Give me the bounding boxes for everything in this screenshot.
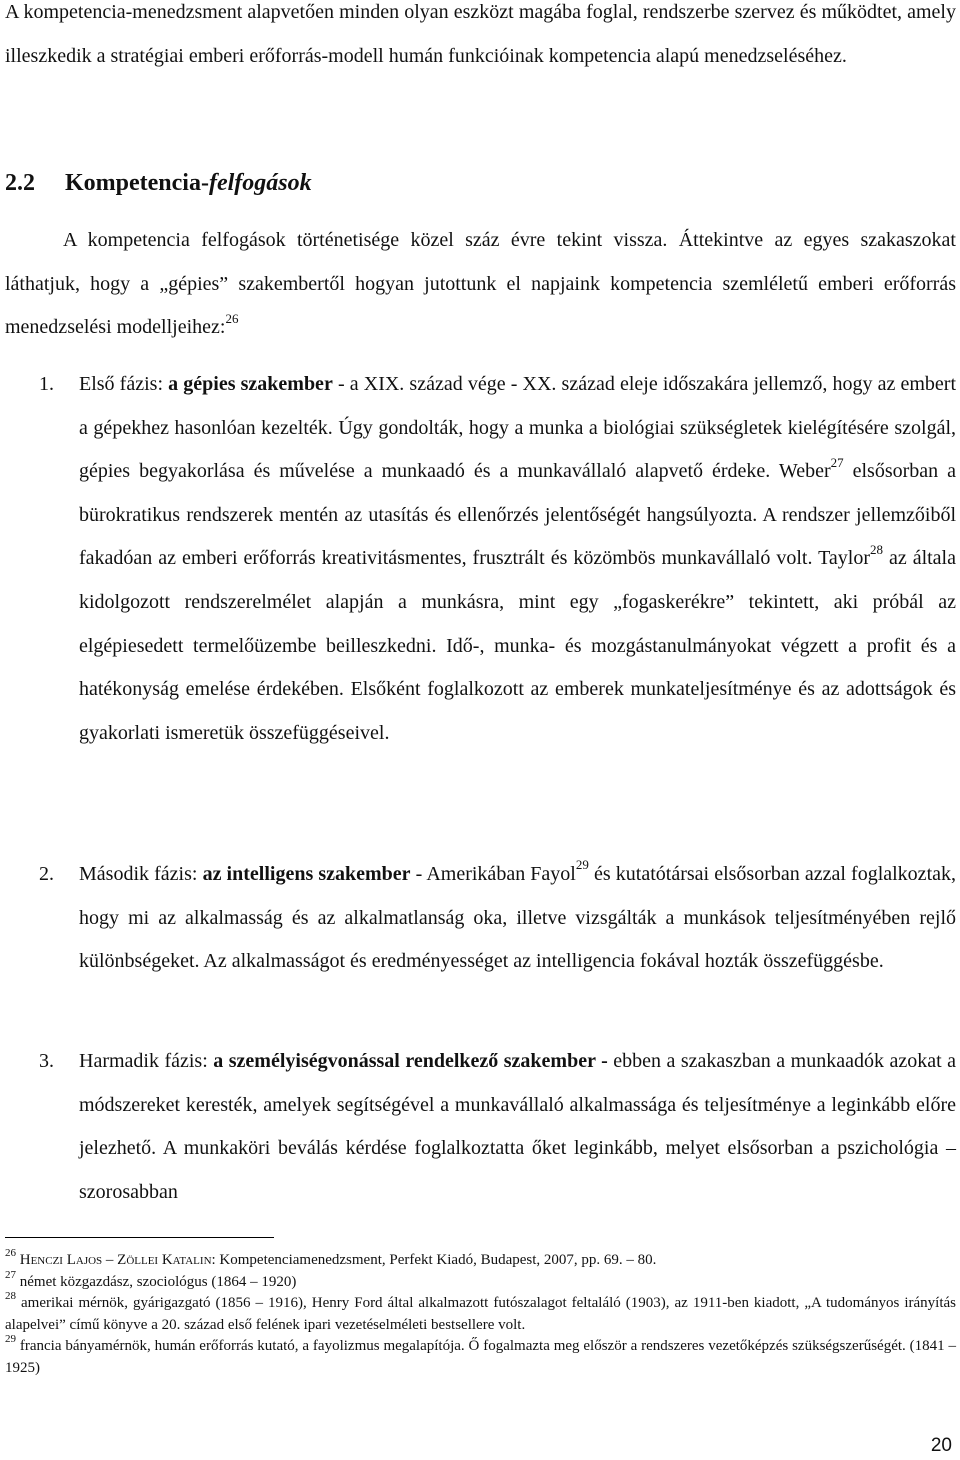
section-number: 2.2 [5, 170, 35, 196]
phase-lead: Harmadik fázis: [79, 1050, 214, 1072]
footnote-text: amerikai mérnök, gyárigazgató (1856 – 1916), Henry Ford által alkalmazott futószalagot feltaláló (1903), az 1911-ben kiadott, „A tudományos irányítás alapelvei” című könyve a 20. század első felének ipari vezetéselméleti bestsellere volt. [5, 1295, 956, 1333]
phase-title: a gépies szakember [168, 373, 333, 395]
phase-text: - Amerikában Fayol [410, 863, 576, 885]
phase-text: - a XIX. század vége - XX. század eleje időszakára jellemző, hogy az embert a gépekhez hasonlóan kezelték. Úgy gondolták, hogy a munka a biológiai szükségletek kielégítésére szolgál, gépies begyakorlása és művelése a munkaadó és a munkavállaló alapvető érdeke. Weber [79, 373, 957, 483]
footnote-ref: 27 [830, 454, 844, 470]
footnote-number: 26 [5, 1247, 16, 1259]
footnote-text: : Kompetenciamenedzsment, Perfekt Kiadó, Budapest, 2007, pp. 69. – 80. [211, 1252, 657, 1268]
footnote-number: 29 [5, 1333, 16, 1345]
phase-title: az intelligens szakember [202, 863, 411, 885]
footnote-text: német közgazdász, szociológus (1864 – 1920) [19, 1273, 297, 1290]
footnote [5, 1268, 956, 1294]
phase-text: ebben a szakaszban a munkaadók azokat a módszereket keresték, amelyek segítségével a munkavállaló alkalmassága és teljesítménye a leginkább előre jelezhető. A munkaköri beválás kérdése foglalkoztatta őket leginkább, melyet elsősorban a pszichológia – szorosabban [79, 1050, 957, 1203]
footnote-number: 27 [5, 1268, 16, 1281]
list-item-phase-2 [39, 853, 956, 984]
list-item-phase-1 [39, 363, 957, 755]
phase-lead: Első fázis: [79, 373, 169, 395]
section-title-plain: Kompetencia- [65, 170, 209, 196]
section-title-italic: felfogások [208, 170, 312, 196]
footnote-ref: 28 [870, 541, 883, 557]
footnotes [5, 1247, 956, 1379]
list-marker: 3. [39, 1050, 54, 1072]
section-heading [5, 163, 312, 203]
footnote-authors: Henczi Lajos – Zöllei Katalin [19, 1252, 212, 1268]
footnote-ref: 29 [575, 857, 589, 873]
list-marker: 2. [39, 863, 54, 885]
phase-lead: Második fázis: [79, 863, 203, 885]
phase-text: elsősorban a bürokratikus rendszerek mentén az utasítás és ellenőrzés jelentőségét hangsúlyozta. A rendszer jellemzőiből fakadóan az emberi erőforrás kreativitásmentes, frusztrált és közömbös munkavállaló volt. Taylor [79, 460, 956, 570]
list-item-phase-3 [39, 1040, 957, 1214]
footnote-number: 28 [5, 1290, 16, 1302]
footnote-text: francia bányamérnök, humán erőforrás kutató, a fayolizmus megalapítója. Ő fogalmazta meg először a rendszeres vezetőképzés szükségszerűségét. (1841 – 1925) [5, 1338, 956, 1376]
footnote [5, 1290, 956, 1336]
footnote [5, 1247, 956, 1272]
history-paragraph [5, 219, 956, 350]
intro-paragraph: A kompetencia-menedzsment alapvetően minden olyan eszközt magába foglal, rendszerbe szervez és működtet, amely illeszkedik a stratégiai emberi erőforrás-modell humán funkcióinak kompetencia alapú menedzseléséhez. [5, 1, 956, 67]
page-number: 20 [930, 1435, 952, 1456]
phase-text: és kutatótársai elsősorban azzal foglalkoztak, hogy mi az alkalmasság és az alkalmatlanság oka, illetve vizsgálták a munkások teljesítményében rejlő különbségeket. Az alkalmasságot és eredményességet az intelligencia fokával hozták összefüggésbe. [79, 863, 956, 973]
footnote-ref: 26 [225, 310, 239, 326]
history-paragraph-text: A kompetencia felfogások történetisége közel száz évre tekint vissza. Áttekintve az egyes szakaszokat láthatjuk, hogy a „gépies” szakembertől hogyan jutottunk el napjaink kompetencia szemléletű emberi erőforrás menedzselési modelljeihez: [5, 229, 956, 339]
list-marker: 1. [39, 373, 54, 395]
footnote [5, 1333, 956, 1379]
phase-title: a személyiségvonással rendelkező szakember - [213, 1050, 608, 1072]
phase-text: az általa kidolgozott rendszerelmélet alapján a munkásra, mint egy „fogaskerékre” tekintett, aki próbál az elgépiesedett termelőüzembe beilleszkedni. Idő-, munka- és mozgástanulmányokat végzett a profit és a hatékonyság emelése érdekében. Elsőként foglalkozott az emberek munkateljesítménye és az adottságok és gyakorlati ismeretük összefüggéseivel. [79, 547, 956, 744]
footnote-separator [5, 1237, 274, 1238]
